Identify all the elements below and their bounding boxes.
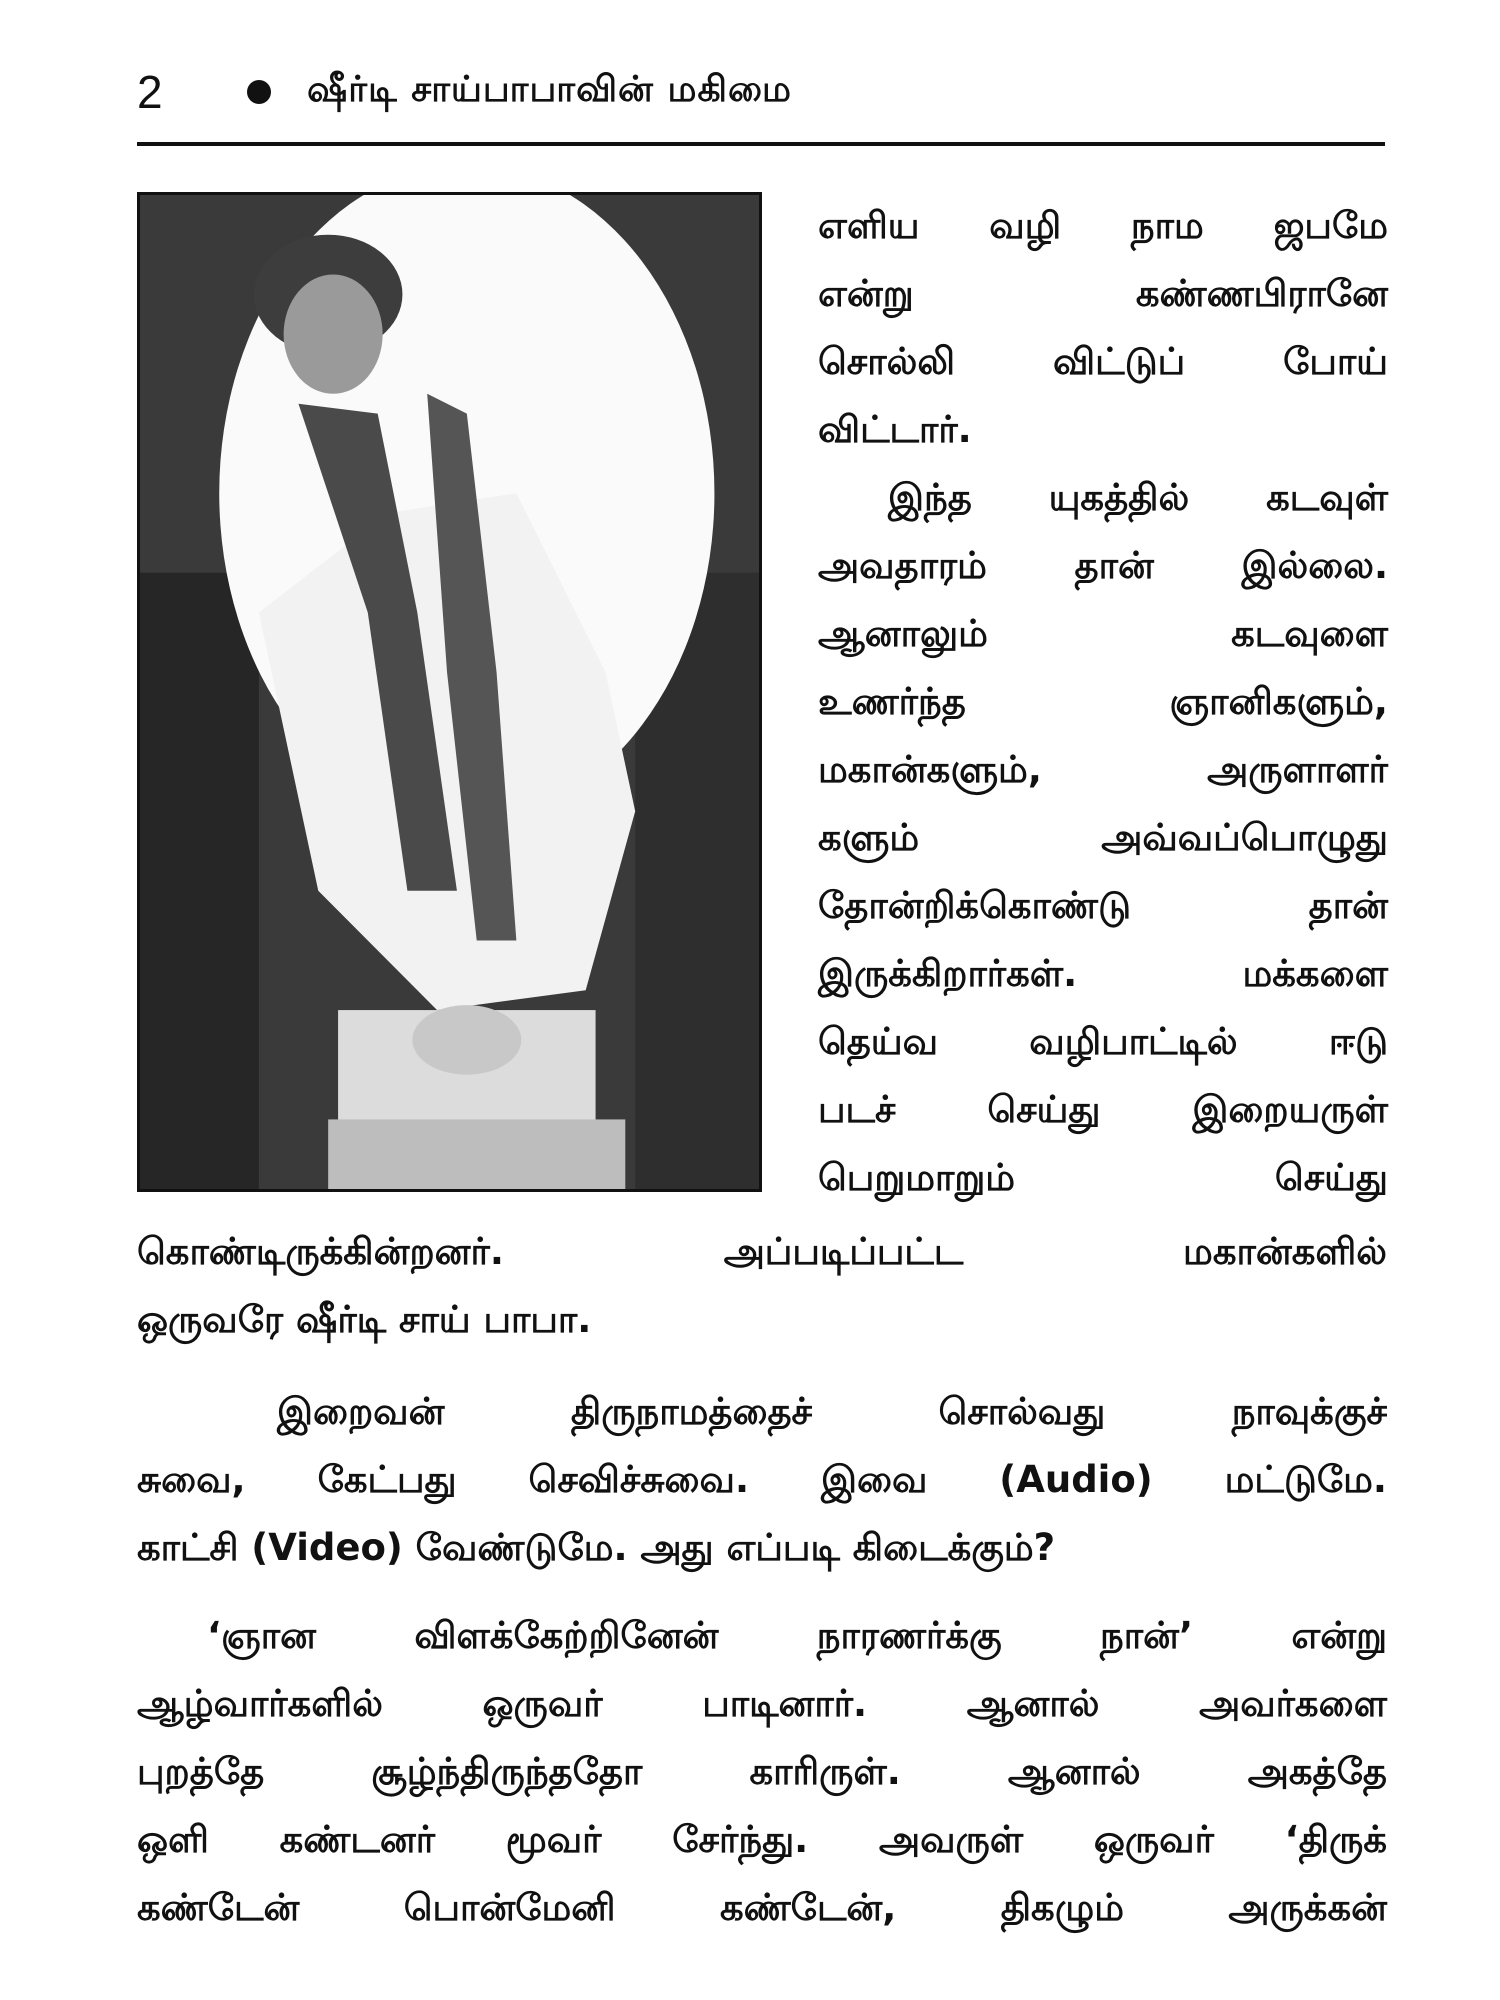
text-line: புறத்தே சூழ்ந்திருந்ததோ காரிருள். ஆனால் அகத்தே bbox=[137, 1750, 1387, 1793]
column-paragraph-2 bbox=[818, 464, 1388, 1212]
page-number: 2 bbox=[137, 66, 163, 118]
text-line: விட்டார். bbox=[818, 408, 972, 451]
paragraph-3 bbox=[137, 1378, 1387, 1582]
photo-illustration bbox=[140, 195, 759, 1189]
text-line: களும் அவ்வப்பொழுது bbox=[818, 816, 1388, 859]
text-line: ஒருவரே ஷீர்டி சாய் பாபா. bbox=[137, 1298, 592, 1341]
text-line: சொல்லி விட்டுப் போய் bbox=[818, 340, 1388, 383]
text-line: எளிய வழி நாம ஜபமே bbox=[818, 204, 1388, 247]
text-line: மகான்களும், அருளாளர் bbox=[818, 748, 1388, 791]
text-line: படச் செய்து இறையருள் bbox=[818, 1088, 1388, 1131]
sai-baba-photo bbox=[137, 192, 762, 1192]
text-line: காட்சி (Video) வேண்டுமே. அது எப்படி கிடைக்கும்? bbox=[137, 1526, 1056, 1569]
text-line: ஆழ்வார்களில் ஒருவர் பாடினார். ஆனால் அவர்களை bbox=[137, 1682, 1387, 1725]
header-rule bbox=[137, 142, 1385, 146]
text-line: தெய்வ வழிபாட்டில் ஈடு bbox=[818, 1020, 1388, 1063]
text-line: இறைவன் திருநாமத்தைச் சொல்வது நாவுக்குச் bbox=[277, 1390, 1387, 1433]
text-line: ஒளி கண்டனர் மூவர் சேர்ந்து. அவருள் ஒருவர் ‘திருக் bbox=[137, 1818, 1387, 1861]
running-title: ஷீர்டி சாய்பாபாவின் மகிமை bbox=[307, 69, 792, 110]
paragraph-2-continued bbox=[137, 1218, 1387, 1354]
text-line: ‘ஞான விளக்கேற்றினேன் நாரணர்க்கு நான்’ என்று bbox=[207, 1614, 1387, 1657]
text-line: என்று கண்ணபிரானே bbox=[818, 272, 1388, 315]
text-line: பெறுமாறும் செய்து bbox=[818, 1156, 1388, 1199]
paragraph-4 bbox=[137, 1602, 1387, 1942]
text-line: இந்த யுகத்தில் கடவுள் bbox=[888, 476, 1388, 519]
text-line: சுவை, கேட்பது செவிச்சுவை. இவை (Audio) மட்டுமே. bbox=[137, 1458, 1387, 1501]
text-line: உணர்ந்த ஞானிகளும், bbox=[818, 680, 1388, 723]
text-line: கொண்டிருக்கின்றனர். அப்படிப்பட்ட மகான்களில் bbox=[137, 1230, 1387, 1273]
text-line: அவதாரம் தான் இல்லை. bbox=[818, 544, 1388, 587]
bullet-icon bbox=[247, 80, 271, 104]
page-header bbox=[137, 62, 1387, 122]
text-line: ஆனாலும் கடவுளை bbox=[818, 612, 1388, 655]
text-line: தோன்றிக்கொண்டு தான் bbox=[818, 884, 1388, 927]
column-paragraph-1 bbox=[818, 192, 1388, 464]
text-line: கண்டேன் பொன்மேனி கண்டேன், திகழும் அருக்கன் bbox=[137, 1886, 1387, 1929]
text-line: இருக்கிறார்கள். மக்களை bbox=[818, 952, 1388, 995]
